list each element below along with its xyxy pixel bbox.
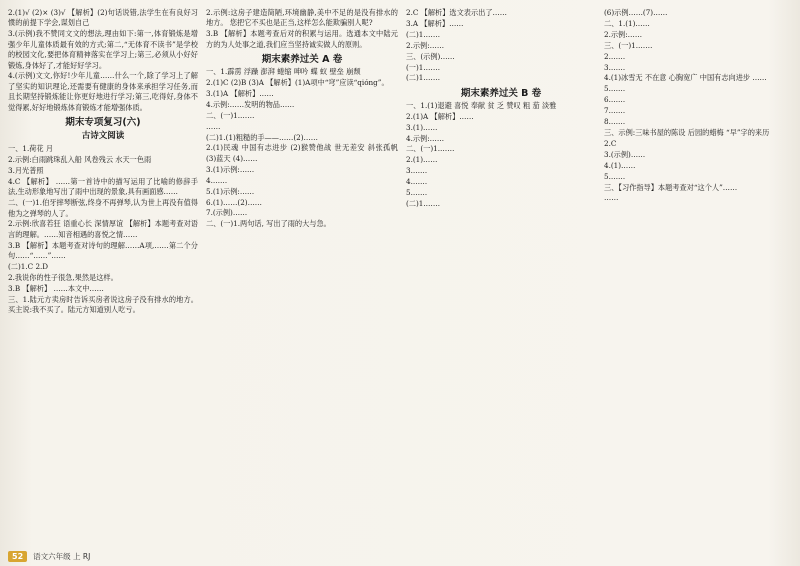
text-line: 三、(一)1.…… [604,40,653,50]
text-line: 2.C 【解析】选文表示出了…… [406,8,507,17]
text-line: (二)1.…… [406,73,441,83]
section-heading: 期末素养过关 B 卷 [460,87,542,99]
text-line: (二)1.…… [406,199,441,208]
text-line: 2.(1)√ (2)× (3)√ 【解析】(2)句话说错,法学生在有良好习惯的前提下学会,谋划自己 [8,8,198,28]
text-line: 三、示例:三味书屋的陈设 后园的蜡梅 “早”字的来历 [604,127,770,137]
text-line: 5.…… [406,188,428,198]
text-line: 5.…… [604,84,626,94]
text-line: (6)示例……(7)…… [604,8,668,17]
text-line: 二、(一)1.…… [206,110,255,120]
text-line: 二、(一)1.伯牙摔琴断弦,终身不再弹琴,认为世上再没有值得他为之弹琴的人了。 [8,198,198,218]
column-4 [604,8,794,548]
text-line: 4.(示例)文文,你好!少年儿童……什么一个,除了学习上了解了坚实的知识理论,还需要有健康的身体来承担学习任务,而且长期坚持锻炼能让你更好地进行学习;第三,吃得好,身体不觉得累,好好地锻炼体育锻炼才能增强体质。 [8,71,198,112]
text-line: 3.(1)A 【解析】…… [206,88,274,98]
text-line: 7.…… [604,106,626,116]
text-line: 4.…… [406,177,428,187]
text-line: 7.(示例)…… [206,208,248,218]
text-line: 4.示例:……发明的物品…… [206,99,295,109]
text-line: (二)1.(1)粗糙的手——……(2)…… [206,132,318,142]
text-line: 5.(1)示例:…… [206,186,255,196]
page-number: 52 [8,551,27,562]
text-line: …… [604,193,619,203]
text-line: 3.(1)示例:…… [206,164,255,174]
page-footer [8,550,90,562]
text-line: 2.示例:…… [406,40,445,50]
text-line: 二、(一)1.…… [406,144,455,154]
text-line: 3.…… [406,166,428,176]
text-line: 2.(1)A 【解析】…… [406,111,474,121]
text-line: 2.(1)C (2)B (3)A 【解析】(1)A项中“穹”应读“qióng”。 [206,78,389,88]
text-line: 3.(示例)…… [604,149,646,159]
text-line: 一、1.霹雳 浮躁 澎湃 蜷缩 呻吟 蝶 蚁 壁垒 崩颓 [206,67,361,77]
text-line: 3.…… [604,62,626,72]
text-line: (二)1.C 2.D [8,262,49,272]
text-line: 3.B 【解析】 ……本文中…… [8,283,104,293]
text-line: 三、(示例)…… [406,51,455,61]
text-line: 2.示例:白雨跳珠乱入船 风卷残云 水天一色雨 [8,154,152,164]
text-line: 4.…… [206,175,228,185]
text-line: 5.…… [604,171,626,181]
text-line: 二、1.(1)…… [604,18,650,28]
text-line: 2.我说你的性子很急,果然是这样。 [8,272,118,282]
text-line: 3.A 【解析】…… [406,18,464,28]
column-2 [206,8,398,548]
text-line: 3.B 【解析】本题考查后对的积累与运用。选通本文中陆元方的为人处事之道,我们应当坚持诚实做人的原则。 [206,29,398,49]
text-line: 2.(1)…… [406,155,438,165]
text-line: 4.C 【解析】 ……第一首诗中的描写运用了比喻的修辞手法,生动形象地写出了雨中出现的景象,具有画面感…… [8,176,198,197]
text-line: 2.C [604,138,617,148]
text-line: 3.B 【解析】本题考查对诗句的理解……A项,……第二个分句……“……”…… [8,240,198,261]
text-line: …… [206,121,221,131]
text-line: 3.(1)…… [406,122,438,132]
section-heading: 期末专项复习(六) [65,117,141,129]
text-line: 6.(1)……(2)…… [206,197,262,207]
text-line: 一、1.荷花 月 [8,144,54,154]
text-line: (一)1.…… [406,62,441,72]
text-line: 2.…… [604,51,626,61]
text-line: 3.(示例)我不赞同文文的想法,理由如下:第一,体育锻炼是增强少年儿童体质最有效的方式;第二,“无体育不读书”是学校的校园文化,要把体育精神落实在学习上;第三,必须从小好好锻炼,身体好了,才能好好学习。 [8,29,198,70]
text-line: 三、1.陆元方卖房时告诉买房者说这房子没有排水的地方。 买主说:我不买了。陆元方知道别人吃亏。 [8,294,198,315]
text-line: 二、(一)1.两句话, 写出了雨的大与急。 [206,219,331,229]
text-line: 4.示例:…… [406,133,445,143]
book-title: 语文六年级 上 RJ [33,551,91,561]
section-heading: 期末素养过关 A 卷 [261,54,343,66]
column-3 [406,8,596,548]
text-line: 8.…… [604,117,626,127]
text-line: 一、1.(1)退避 喜悦 奉献 贫 乏 赞叹 粗 茄 淡雅 [406,100,557,110]
text-line: 2.示例:…… [604,29,643,39]
text-line: 4.(1)…… [604,160,636,170]
text-line: 6.…… [604,95,626,105]
text-line: 2.示例:欣喜若狂 语重心长 深情厚谊 【解析】本题考查对语言的理解。……知音相遇的喜悦之情…… [8,219,198,239]
section-subheading: 古诗文阅读 [81,131,125,142]
text-line: 2.(1)民魂 中国有志进步 (2)猴赞他战 世无差安 斜张孤帆 (3)蓝天 (4)…… [206,143,398,163]
text-line: 4.(1)冰雪无 不在意 心胸宽广 中国有志向进步 …… [604,73,767,83]
text-line: 三、【习作指导】本题考查对“这个人”…… [604,182,738,192]
column-1 [8,8,198,548]
text-line: 3.月光普照 [8,165,44,175]
text-line: 2.示例:这房子建造简陋,环境幽静,美中不足的是没有排水的地方。 您把它不买也是正当,这样怎么能欺骗别人呢? [206,8,398,28]
text-line: (二)1.…… [406,29,441,39]
